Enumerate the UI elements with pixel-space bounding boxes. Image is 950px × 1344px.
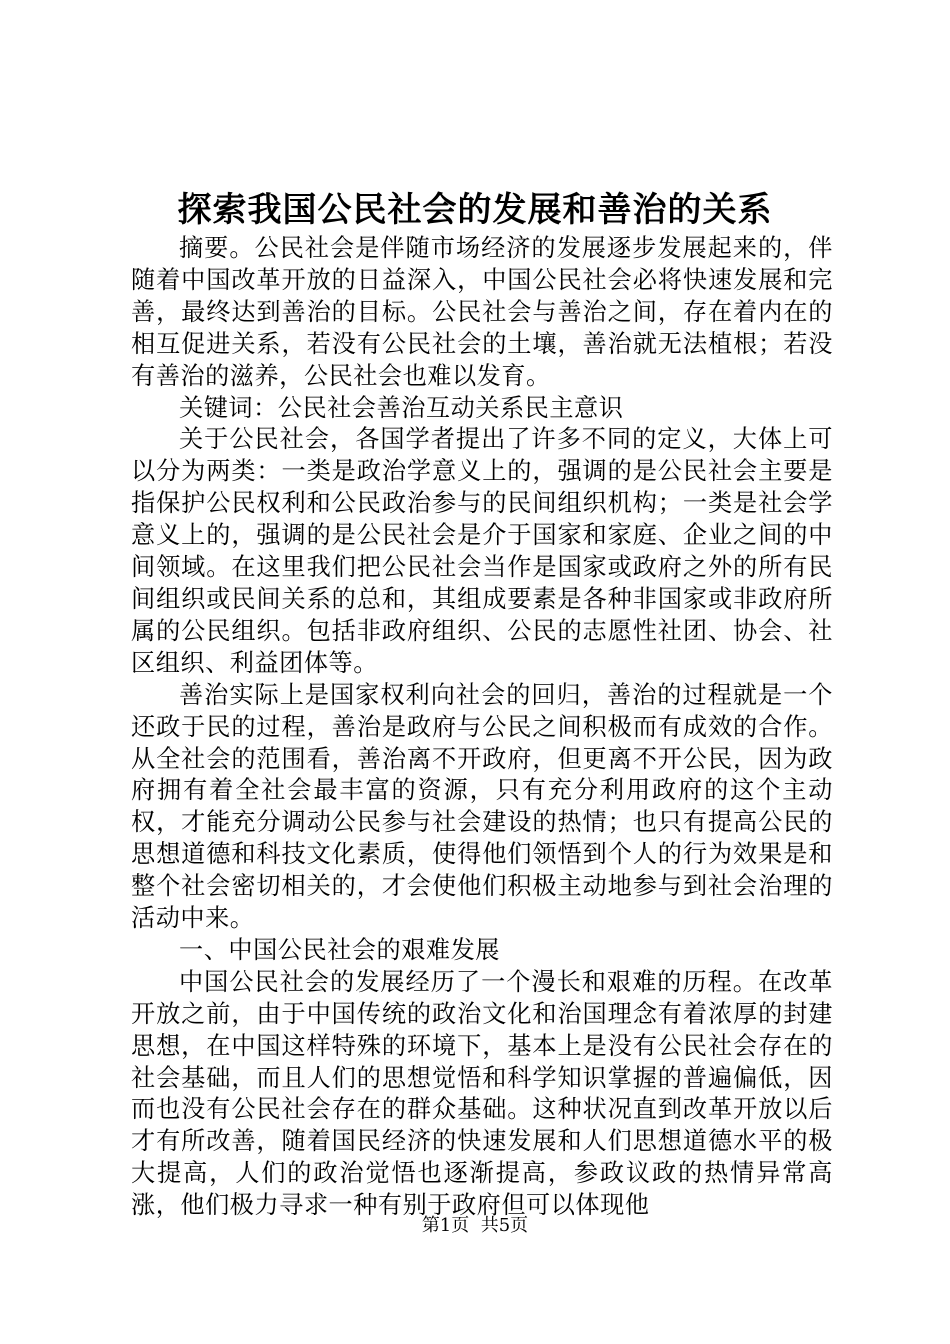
body-paragraph: 中国公民社会的发展经历了一个漫长和艰难的历程。在改革开放之前，由于中国传统的政治文化和治国理念有着浓厚的封建思想，在中国这样特殊的环境下，基本上是没有公民社会存在的社会基础，而且人们的思想觉悟和科学知识掌握的普遍偏低，因而也没有公民社会存在的群众基础。这种状况直到改革开放以后才有所改善，随着国民经济的快速发展和人们思想道德水平的极大提高，人们的政治觉悟也逐渐提高，参政议政的热情异常高涨，他们极力寻求一种有别于政府但可以体现他: [131, 967, 833, 1220]
abstract-paragraph: 摘要。公民社会是伴随市场经济的发展逐步发展起来的，伴随着中国改革开放的日益深入，中国公民社会必将快速发展和完善，最终达到善治的目标。公民社会与善治之间，存在着内在的相互促进关系，若没有公民社会的土壤，善治就无法植根；若没有善治的滋养，公民社会也难以发育。: [131, 234, 833, 390]
document-title: 探索我国公民社会的发展和善治的关系: [177, 190, 773, 230]
keywords-paragraph: 关键词：公民社会善治互动关系民主意识: [179, 393, 624, 422]
section-heading: 一、中国公民社会的艰难发展: [179, 935, 500, 964]
page-footer: [0, 1214, 950, 1238]
document-body: [131, 233, 833, 1222]
body-paragraph: 善治实际上是国家权利向社会的回归，善治的过程就是一个还政于民的过程，善治是政府与公民之间积极而有成效的合作。从全社会的范围看，善治离不开政府，但更离不开公民，因为政府拥有着全社会最丰富的资源，只有充分利用政府的这个主动权，才能充分调动公民参与社会建设的热情；也只有提高公民的思想道德和科技文化素质，使得他们领悟到个人的行为效果是和整个社会密切相关的，才会使他们积极主动地参与到社会治理的活动中来。: [131, 680, 833, 933]
body-paragraph: 关于公民社会，各国学者提出了许多不同的定义，大体上可以分为两类：一类是政治学意义上的，强调的是公民社会主要是指保护公民权利和公民政治参与的民间组织机构；一类是社会学意义上的，强调的是公民社会是介于国家和家庭、企业之间的中间领域。在这里我们把公民社会当作是国家或政府之外的所有民间组织或民间关系的总和，其组成要素是各种非国家或非政府所属的公民组织。包括非政府组织、公民的志愿性社团、协会、社区组织、利益团体等。: [131, 425, 833, 677]
page-number: 第1页: [421, 1215, 470, 1236]
page-total: 共5页: [480, 1215, 529, 1236]
footer-separator: [469, 1215, 480, 1236]
